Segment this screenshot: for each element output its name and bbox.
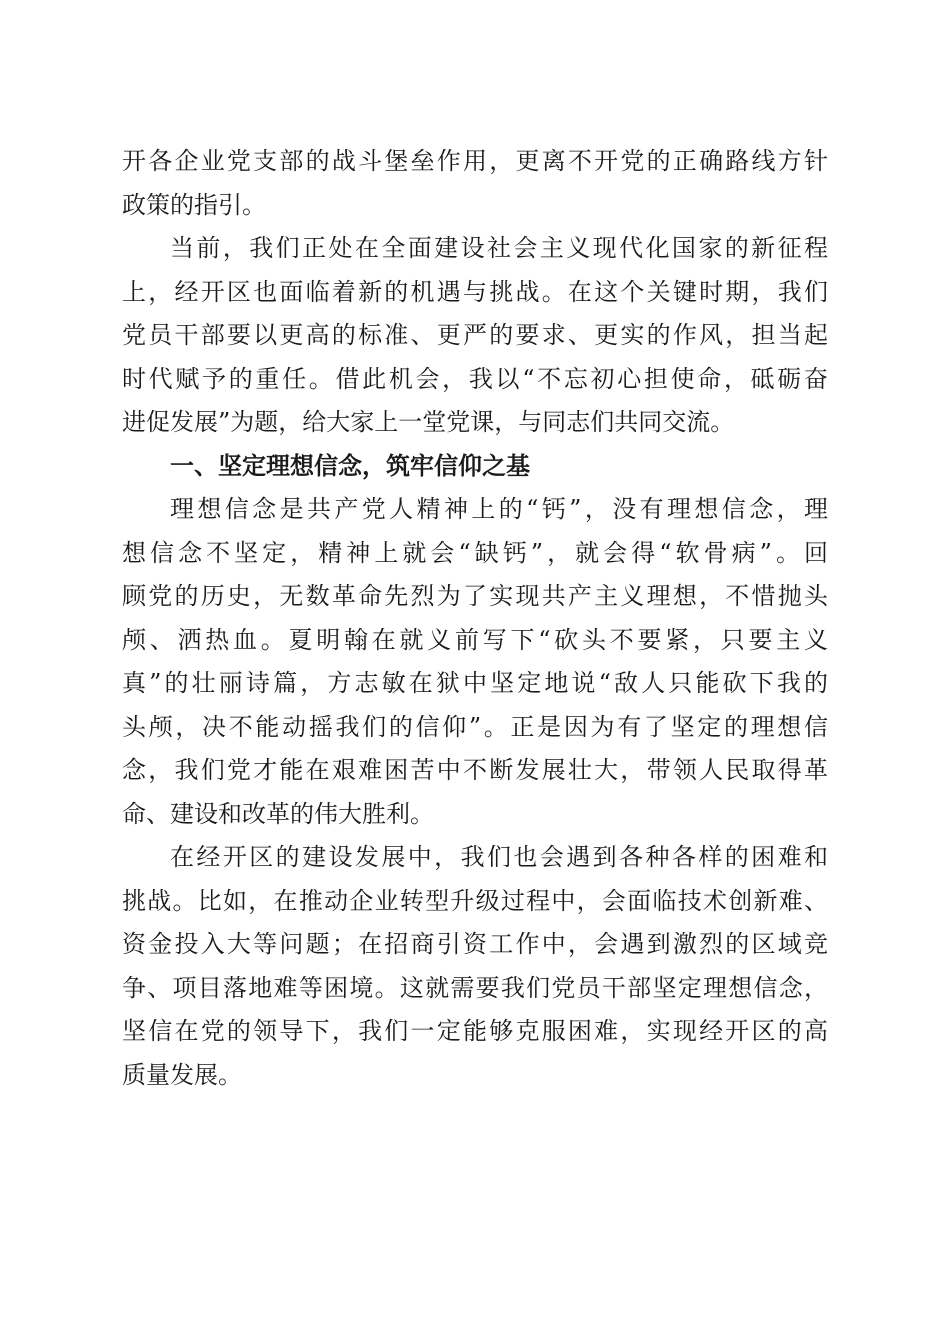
- text-line: 当前，我们正处在全面建设社会主义现代化国家的新征程: [170, 234, 828, 262]
- text-line: 开各企业党支部的战斗堡垒作用，更离不开党的正确路线方针: [122, 147, 828, 175]
- text-line: 争、项目落地难等困境。这就需要我们党员干部坚定理想信念，: [122, 973, 828, 1002]
- text-line: 真”的壮丽诗篇，方志敏在狱中坚定地说“敌人只能砍下我的: [122, 669, 828, 697]
- text-line: 头颅，决不能动摇我们的信仰”。正是因为有了坚定的理想信: [122, 712, 828, 741]
- text-line: 挑战。比如，在推动企业转型升级过程中，会面临技术创新难、: [122, 886, 828, 915]
- heading-text: 一、坚定理想信念，筑牢信仰之基: [170, 451, 530, 480]
- text-line: 坚信在党的领导下，我们一定能够克服困难，实现经开区的高: [122, 1017, 828, 1045]
- paragraph: [122, 227, 828, 445]
- text-line: 政策的指引。: [122, 190, 266, 219]
- text-line: 顾党的历史，无数革命先烈为了实现共产主义理想，不惜抛头: [122, 582, 828, 610]
- text-line: 理想信念是共产党人精神上的“钙”，没有理想信念，理: [170, 495, 828, 523]
- text-line: 命、建设和改革的伟大胜利。: [122, 799, 434, 828]
- text-line: 党员干部要以更高的标准、更严的要求、更实的作风，担当起: [122, 321, 828, 349]
- text-line: 进促发展”为题，给大家上一堂党课，与同志们共同交流。: [122, 408, 735, 436]
- text-line: 颅、洒热血。夏明翰在就义前写下“砍头不要紧，只要主义: [122, 625, 828, 654]
- paragraph: [122, 488, 828, 836]
- text-line: 在经开区的建设发展中，我们也会遇到各种各样的困难和: [170, 843, 828, 871]
- text-line: 想信念不坚定，精神上就会“缺钙”，就会得“软骨病”。回: [122, 538, 828, 567]
- paragraph: [122, 836, 828, 1097]
- section-heading: [122, 445, 828, 489]
- paragraph-continuation: [122, 140, 828, 227]
- text-line: 资金投入大等问题；在招商引资工作中，会遇到激烈的区域竞: [122, 930, 828, 958]
- text-line: 时代赋予的重任。借此机会，我以“不忘初心担使命，砥砺奋: [122, 364, 828, 393]
- document-body: [122, 140, 828, 1097]
- text-line: 念，我们党才能在艰难困苦中不断发展壮大，带领人民取得革: [122, 756, 828, 784]
- text-line: 质量发展。: [122, 1060, 242, 1089]
- text-line: 上，经开区也面临着新的机遇与挑战。在这个关键时期，我们: [122, 277, 828, 306]
